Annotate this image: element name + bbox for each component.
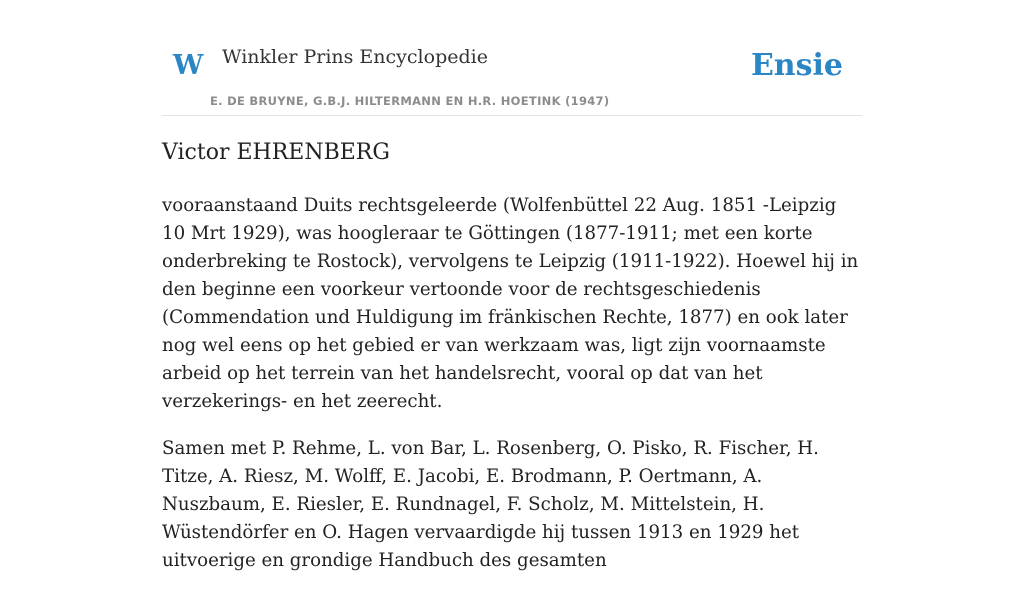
site-logo[interactable]: W bbox=[173, 50, 204, 81]
article-body bbox=[162, 192, 862, 594]
site-title[interactable]: Winkler Prins Encyclopedie bbox=[222, 46, 488, 68]
article-paragraph: Samen met P. Rehme, L. von Bar, L. Rosenberg, O. Pisko, R. Fischer, H. Titze, A. Riesz, M. Wolff, E. Jacobi, E. Brodmann, P. Oertmann, A. Nuszbaum, E. Riesler, E. Rundnagel, F. Scholz, M. Mittelstein, H. Wüstendörfer en O. Hagen vervaardigde hij tussen 1913 en 1929 het uitvoerige en grondige Handbuch des gesamten bbox=[162, 438, 819, 571]
site-subtitle: E. DE BRUYNE, G.B.J. HILTERMANN EN H.R. HOETINK (1947) bbox=[210, 94, 610, 108]
article-title: Victor EHRENBERG bbox=[162, 140, 390, 165]
site-header bbox=[162, 0, 862, 116]
article-paragraph: vooraanstaand Duits rechtsgeleerde (Wolfenbüttel 22 Aug. 1851 -Leipzig 10 Mrt 1929), was hoogleraar te Göttingen (1877-1911; met een korte onderbreking te Rostock), vervolgens te Leipzig (1911-1922). Hoewel hij in den beginne een voorkeur vertoonde voor de rechtsgeschiedenis (Commendation und Huldigung im fränkischen Rechte, 1877) en ook later nog wel eens op het gebied er van werkzaam was, ligt zijn voornaamste arbeid op het terrein van het handelsrecht, vooral op dat van het verzekerings- en het zeerecht. bbox=[162, 195, 859, 412]
brand-logo-link[interactable]: Ensie bbox=[750, 48, 843, 83]
